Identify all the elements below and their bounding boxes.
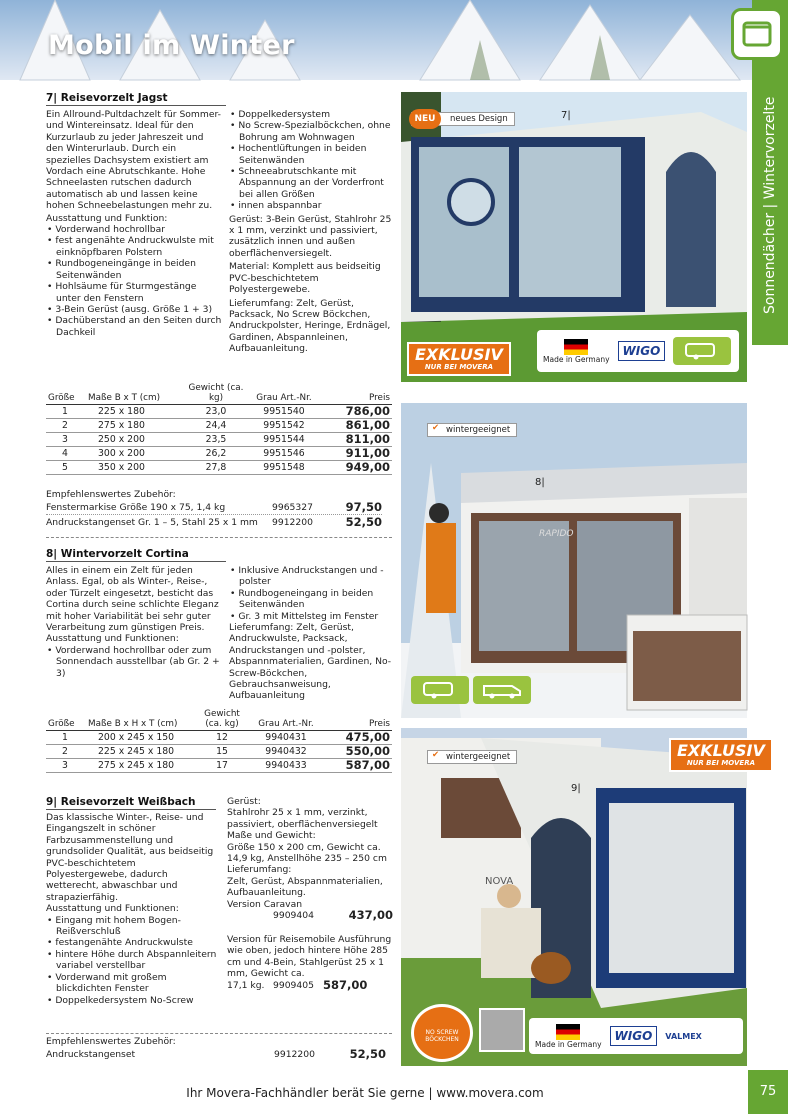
table-row <box>46 405 392 419</box>
feature-item: • festangenähte Andruckwulste <box>46 937 218 948</box>
table-cell: 2 <box>46 419 86 433</box>
check-icon: ✔ <box>432 750 440 760</box>
table-row <box>46 433 392 447</box>
page-number: 75 <box>748 1070 788 1114</box>
photo-weissbach <box>401 728 765 1066</box>
table-cell: 23,0 <box>186 405 246 419</box>
table-cell: 9951542 <box>246 419 322 433</box>
feature-item: • 3-Bein Gerüst (ausg. Größe 1 + 3) <box>46 304 222 315</box>
accessory-row <box>46 516 382 529</box>
table-cell: 911,00 <box>322 447 392 461</box>
table-cell: 15 <box>196 745 248 759</box>
version2-text: Version für Reisemobile Ausführung wie oben, jedoch hintere Höhe 285 cm und 4-Bein, Stahlgerüst 25 x 1 mm, Gewicht ca. <box>227 934 392 980</box>
section-title-jagst: 7| Reisevorzelt Jagst <box>46 92 226 106</box>
table-cell: 9940433 <box>248 759 324 773</box>
feature-item: • Hochentlüftungen in beiden Seitenwänden <box>229 143 399 166</box>
version2-price: 587,00 <box>323 977 368 992</box>
accessory-name: Andruckstangenset Gr. 1 – 5, Stahl 25 x 1 mm <box>46 517 258 528</box>
motorhome-icon <box>473 676 531 704</box>
version1-price: 437,00 <box>348 908 393 923</box>
valmex-logo: VALMEX <box>665 1031 702 1041</box>
accessory-row <box>46 501 382 515</box>
feature-item: • hintere Höhe durch Abspannleitern variabel verstellbar <box>46 949 218 972</box>
photo-jagst <box>401 92 747 382</box>
table-cell: 225 x 180 <box>86 405 186 419</box>
section9-left <box>46 812 218 1006</box>
section-title-weissbach: 9| Reisevorzelt Weißbach <box>46 796 216 810</box>
caravan-icon <box>411 676 469 704</box>
price-table-cortina <box>46 708 392 773</box>
fabric-sample <box>479 1008 525 1052</box>
table-cell: 1 <box>46 731 86 745</box>
table-row <box>46 745 392 759</box>
winter-badge <box>427 423 517 437</box>
exklusiv-subtext: NUR BEI MOVERA <box>686 759 756 767</box>
made-in-germany <box>543 339 610 364</box>
col-header: Grau Art.-Nr. <box>246 382 322 405</box>
section8-left <box>46 565 222 679</box>
section9-intro: Das klassische Winter-, Reise- und Eingangszelt in schöner Farbzusammenstellung und grundsolider Qualität, aus beidseitig PVC-beschichtetem Polyestergewebe, dadurch wetterecht, abwaschbar und strapazierfähig. <box>46 812 214 903</box>
section-divider <box>46 1033 392 1034</box>
made-in-germany <box>535 1024 602 1049</box>
delivery-text: Zelt, Gerüst, Abspannmaterialien, Aufbauanleitung. <box>227 875 383 899</box>
section7-intro: Ein Allround-Pultdachzelt für Sommer- und Wintereinsatz. Ideal für den Kurzurlaub zu jeder Jahreszeit und den Winterurlaub. Durch ein spezielles Dachsystem existiert am Vordach eine Abrutschkante. Hohe Schneelasten rutschen dadurch automatisch ab und lassen keine hohen Schneebelastungen mehr zu. <box>46 109 221 212</box>
table-cell: 275 x 245 x 180 <box>86 759 196 773</box>
feature-item: • Schneeabrutschkante mit Abspannung an der Vorderfront bei allen Größen <box>229 166 399 200</box>
table-cell: 3 <box>46 759 86 773</box>
feature-item: • Rundbogeneingänge in beiden Seitenwänden <box>46 258 222 281</box>
table-cell: 9951544 <box>246 433 322 447</box>
feature-item: • innen abspannbar <box>229 200 399 211</box>
photo-number: 7| <box>561 110 571 121</box>
table-cell: 23,5 <box>186 433 246 447</box>
table-cell: 9940431 <box>248 731 324 745</box>
table-cell: 2 <box>46 745 86 759</box>
exklusiv-text: EXKLUSIV <box>677 741 765 760</box>
badge-text: neues Design <box>450 114 508 124</box>
winter-badge <box>427 750 517 764</box>
german-flag-icon <box>564 339 588 355</box>
table-cell: 587,00 <box>324 759 392 773</box>
table-row <box>46 461 392 475</box>
table-cell: 3 <box>46 433 86 447</box>
feature-item: • Eingang mit hohem Bogen-Reißverschluß <box>46 915 218 938</box>
caravan-brand-text: RAPIDO <box>539 529 574 539</box>
dims-text: Größe 150 x 200 cm, Gewicht ca. 14,9 kg, Anstellhöhe 235 – 250 cm <box>227 841 387 865</box>
photo-number: 9| <box>571 783 581 794</box>
table-row <box>46 447 392 461</box>
table-row <box>46 419 392 433</box>
german-flag-icon <box>556 1024 580 1040</box>
feature-item: • Vorderwand hochrollbar oder zum Sonnendach ausstellbar (ab Gr. 2 + 3) <box>46 645 222 679</box>
wigo-logo: WIGO <box>610 1026 658 1046</box>
made-in-germany-text: Made in Germany <box>543 354 610 364</box>
table-cell: 4 <box>46 447 86 461</box>
feature-item: • Doppelkedersystem <box>229 109 399 120</box>
no-screw-stamp: NO SCREW BÖCKCHEN <box>411 1004 473 1062</box>
winter-badge-text: wintergeeignet <box>446 752 511 762</box>
section7-right <box>229 109 399 355</box>
accessories-heading: Empfehlenswertes Zubehör: <box>46 489 176 500</box>
exklusiv-subtext: NUR BEI MOVERA <box>424 363 494 371</box>
feature-item: • Gr. 3 mit Mittelsteg im Fenster <box>229 611 399 622</box>
col-header: Maße B x H x T (cm) <box>86 708 196 731</box>
col-header: Maße B x T (cm) <box>86 382 186 405</box>
wigo-logo: WIGO <box>618 341 666 361</box>
photo-number: 8| <box>535 477 545 488</box>
exklusiv-badge <box>407 342 511 376</box>
winter-badge-text: wintergeeignet <box>446 425 511 435</box>
caravan-brand-text: NOVA <box>485 876 514 887</box>
table-cell: 9951540 <box>246 405 322 419</box>
section8-right <box>229 565 399 702</box>
table-cell: 786,00 <box>322 405 392 419</box>
section7-frame: Gerüst: 3-Bein Gerüst, Stahlrohr 25 x 1 mm, verzinkt und passiviert, zusätzlich innen und außen oberflächenversiegelt. <box>229 213 392 259</box>
table-cell: 1 <box>46 405 86 419</box>
section7-features-heading: Ausstattung und Funktion: <box>46 212 168 224</box>
feature-item: • Inklusive Andruckstangen und -polster <box>229 565 399 588</box>
version1-art: 9909404 <box>273 910 314 922</box>
feature-item: • Vorderwand mit großem blickdichten Fenster <box>46 972 218 995</box>
photo-cortina <box>401 403 747 718</box>
price-table-jagst <box>46 382 392 475</box>
accessory-price: 52,50 <box>345 515 382 529</box>
section7-material: Material: Komplett aus beidseitig PVC-beschichtetem Polyestergewebe. <box>229 261 381 296</box>
col-header: Preis <box>324 708 392 731</box>
section9-right <box>227 796 395 994</box>
col-header: Gewicht (ca. kg) <box>196 708 248 731</box>
brand-logos <box>529 1018 743 1054</box>
exklusiv-badge <box>669 738 773 772</box>
accessory-name: Fenstermarkise Größe 190 x 75, 1,4 kg <box>46 502 226 513</box>
neu-badge: NEU <box>409 109 441 129</box>
table-cell: 9940432 <box>248 745 324 759</box>
table-row <box>46 731 392 745</box>
table-cell: 12 <box>196 731 248 745</box>
version2-row <box>227 977 395 994</box>
feature-item: • No Screw-Spezialböckchen, ohne Bohrung am Wohnwagen <box>229 120 399 143</box>
table-cell: 550,00 <box>324 745 392 759</box>
table-cell: 250 x 200 <box>86 433 186 447</box>
col-header: Größe <box>46 382 86 405</box>
feature-item: • Vorderwand hochrollbar <box>46 224 222 235</box>
table-cell: 861,00 <box>322 419 392 433</box>
table-cell: 350 x 200 <box>86 461 186 475</box>
feature-item: • fest angenähte Andruckwulste mit einknöpfbaren Polstern <box>46 235 222 258</box>
frame-heading: Gerüst: <box>227 796 261 807</box>
section8-intro: Alles in einem ein Zelt für jeden Anlass. Egal, ob als Winter-, Reise-, oder Türzelt eingesetzt, besticht das Cortina durch seine schlichte Eleganz mit hoher Variabilität bei sehr guter Verarbeitung zum günstigen Preis. <box>46 565 219 634</box>
page-title: Mobil im Winter <box>48 30 295 61</box>
made-in-germany-text: Made in Germany <box>535 1039 602 1049</box>
table-cell: 275 x 180 <box>86 419 186 433</box>
col-header: Grau Art.-Nr. <box>248 708 324 731</box>
table-cell: 5 <box>46 461 86 475</box>
awning-icon <box>731 8 783 60</box>
version2-weight: 17,1 kg. <box>227 979 265 991</box>
version2-art: 9909405 <box>273 979 314 991</box>
side-tab-label: Sonnendächer | Wintervorzelte <box>762 96 778 314</box>
section7-left <box>46 109 222 338</box>
exklusiv-text: EXKLUSIV <box>415 345 503 364</box>
dims-heading: Maße und Gewicht: <box>227 830 316 842</box>
check-icon: ✔ <box>432 423 440 433</box>
frame-text: Stahlrohr 25 x 1 mm, verzinkt, passiviert, oberflächenversiegelt <box>227 807 378 830</box>
col-header: Gewicht (ca. kg) <box>186 382 246 405</box>
caravan-icon <box>673 337 731 365</box>
footer-text: Ihr Movera-Fachhändler berät Sie gerne | www.movera.com <box>186 1086 544 1100</box>
feature-item: • Dachüberstand an den Seiten durch Dachkeil <box>46 315 222 338</box>
feature-item: • Hohlsäume für Sturmgestänge unter den Fenstern <box>46 281 222 304</box>
table-cell: 27,8 <box>186 461 246 475</box>
section8-delivery: Lieferumfang: Zelt, Gerüst, Andruckwulste, Packsack, Andruckstangen und -polster, Abspannmaterialien, Gardinen, No-Screw-Böckchen, Gebrauchsanweisung, Aufbauanleitung <box>229 622 392 702</box>
table-row <box>46 759 392 773</box>
accessory-price: 97,50 <box>345 500 382 514</box>
table-cell: 9951546 <box>246 447 322 461</box>
section-title-cortina: 8| Wintervorzelt Cortina <box>46 548 226 562</box>
delivery-heading: Lieferumfang: <box>227 864 292 876</box>
table-cell: 475,00 <box>324 731 392 745</box>
accessory-art: 9912200 <box>272 517 313 528</box>
feature-item: • Rundbogeneingang in beiden Seitenwänden <box>229 588 399 611</box>
accessory-art: 9912200 <box>274 1049 315 1060</box>
feature-item: • Doppelkedersystem No-Screw <box>46 995 218 1006</box>
section7-delivery: Lieferumfang: Zelt, Gerüst, Packsack, No Screw Böckchen, Andruckpolster, Heringe, Erdnägel, Gardinen, Abspannleinen, Aufbauanleitung. <box>229 297 391 355</box>
version1-name: Version Caravan <box>227 898 303 910</box>
brand-logos <box>537 330 739 372</box>
table-cell: 24,4 <box>186 419 246 433</box>
table-cell: 9951548 <box>246 461 322 475</box>
accessory-row <box>46 1048 386 1061</box>
accessory-price: 52,50 <box>349 1047 386 1061</box>
table-cell: 17 <box>196 759 248 773</box>
section8-features-heading: Ausstattung und Funktionen: <box>46 633 179 645</box>
table-cell: 200 x 245 x 150 <box>86 731 196 745</box>
section-divider <box>46 537 392 538</box>
table-cell: 26,2 <box>186 447 246 461</box>
version1-row <box>227 910 395 924</box>
table-cell: 949,00 <box>322 461 392 475</box>
col-header: Größe <box>46 708 86 731</box>
table-cell: 300 x 200 <box>86 447 186 461</box>
accessory-name: Andruckstangenset <box>46 1049 136 1060</box>
table-cell: 225 x 245 x 180 <box>86 745 196 759</box>
accessory-art: 9965327 <box>272 502 313 513</box>
section9-features-heading: Ausstattung und Funktionen: <box>46 903 179 915</box>
accessories-heading: Empfehlenswertes Zubehör: <box>46 1036 176 1047</box>
table-cell: 811,00 <box>322 433 392 447</box>
col-header: Preis <box>322 382 392 405</box>
